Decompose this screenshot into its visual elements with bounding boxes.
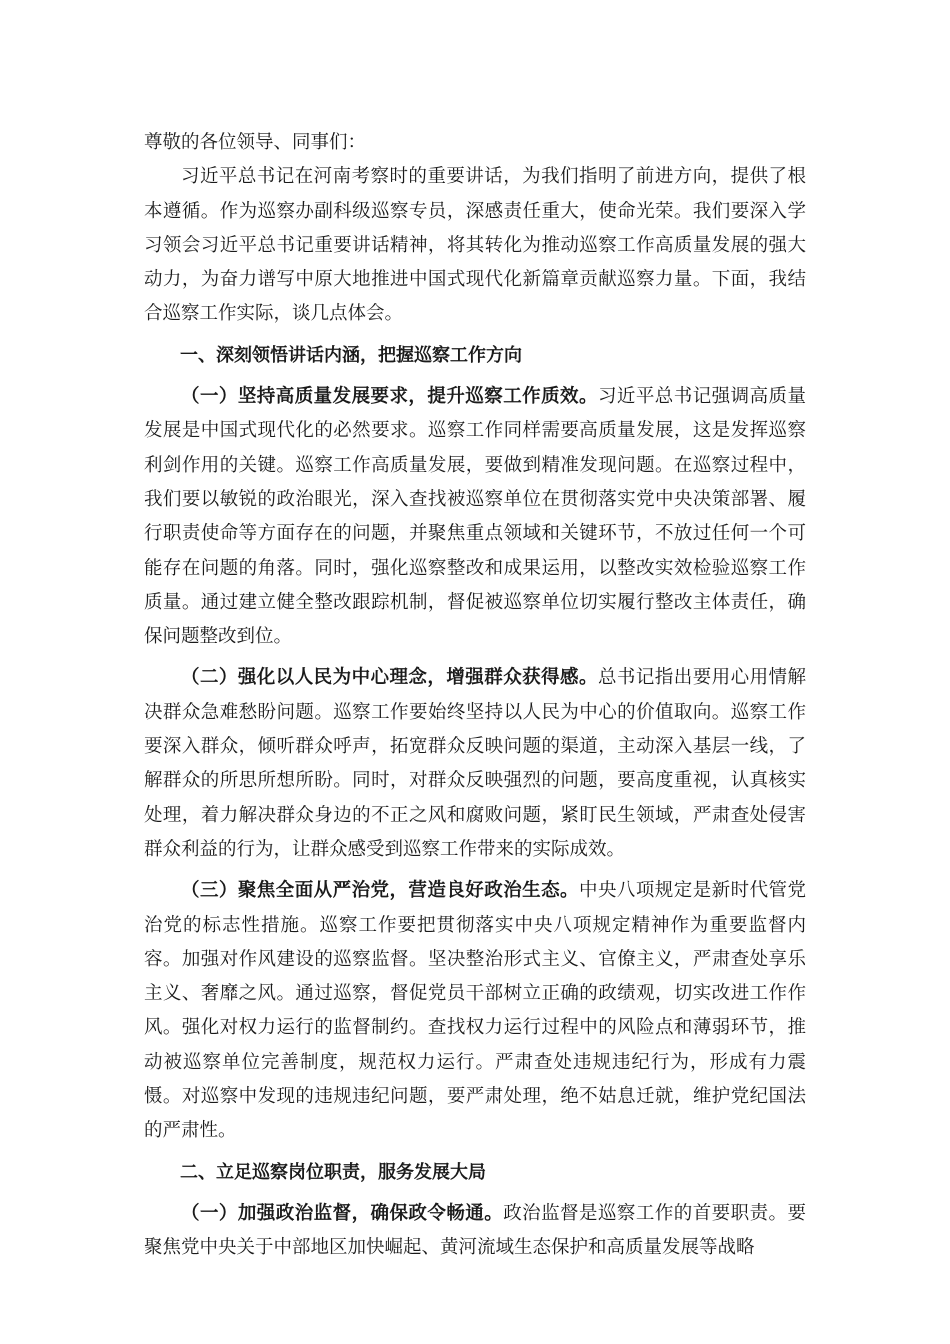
item-lead: （三）聚焦全面从严治党，营造良好政治生态。	[181, 880, 579, 902]
section-2-item-1	[144, 1197, 806, 1266]
section-1-item-3	[144, 874, 806, 1148]
item-body: 中央八项规定是新时代管党治党的标志性措施。巡察工作要把贯彻落实中央八项规定精神作为重要监督内容。加强对作风建设的巡察监督。坚决整治形式主义、官僚主义，严肃查处享乐主义、奢靡之风。通过巡察，督促党员干部树立正确的政绩观，切实改进工作作风。强化对权力运行的监督制约。查找权力运行过程中的风险点和薄弱环节，推动被巡察单位完善制度，规范权力运行。严肃查处违规违纪行为，形成有力震慑。对巡察中发现的违规违纪问题，要严肃处理，绝不姑息迁就，维护党纪国法的严肃性。	[144, 880, 806, 1142]
item-lead: （一）加强政治监督，确保政令畅通。	[181, 1202, 504, 1224]
section-1-item-2	[144, 661, 806, 867]
intro-paragraph: 习近平总书记在河南考察时的重要讲话，为我们指明了前进方向，提供了根本遵循。作为巡察办副科级巡察专员，深感责任重大，使命光荣。我们要深入学习领会习近平总书记重要讲话精神，将其转化为推动巡察工作高质量发展的强大动力，为奋力谱写中原大地推进中国式现代化新篇章贡献巡察力量。下面，我结合巡察工作实际，谈几点体会。	[144, 166, 806, 325]
greeting: 尊敬的各位领导、同事们：	[144, 132, 367, 153]
section-2-heading: 二、立足巡察岗位职责，服务发展大局	[180, 1161, 486, 1183]
item-lead: （二）强化以人民为中心理念，增强群众获得感。	[181, 667, 598, 689]
item-body: 习近平总书记强调高质量发展是中国式现代化的必然要求。巡察工作同样需要高质量发展，这是发挥巡察利剑作用的关键。巡察工作高质量发展，要做到精准发现问题。在巡察过程中，我们要以敏锐的政治眼光，深入查找被巡察单位在贯彻落实党中央决策部署、履行职责使命等方面存在的问题，并聚焦重点领域和关键环节，不放过任何一个可能存在问题的角落。同时，强化巡察整改和成果运用，以整改实效检验巡察工作质量。通过建立健全整改跟踪机制，督促被巡察单位切实履行整改主体责任，确保问题整改到位。	[144, 386, 806, 648]
item-lead: （一）坚持高质量发展要求，提升巡察工作质效。	[181, 386, 598, 408]
section-1-heading: 一、深刻领悟讲话内涵，把握巡察工作方向	[180, 344, 522, 366]
document-body	[144, 126, 806, 1266]
item-body: 总书记指出要用心用情解决群众急难愁盼问题。巡察工作要始终坚持以人民为中心的价值取向。巡察工作要深入群众，倾听群众呼声，拓宽群众反映问题的渠道，主动深入基层一线，了解群众的所思所想所盼。同时，对群众反映强烈的问题，要高度重视，认真核实处理，着力解决群众身边的不正之风和腐败问题，紧盯民生领域，严肃查处侵害群众利益的行为，让群众感受到巡察工作带来的实际成效。	[144, 667, 806, 860]
item-body: 政治监督是巡察工作的首要职责。要聚焦党中央关于中部地区加快崛起、黄河流域生态保护和高质量发展等战略	[144, 1202, 806, 1259]
section-1-item-1	[144, 380, 806, 654]
